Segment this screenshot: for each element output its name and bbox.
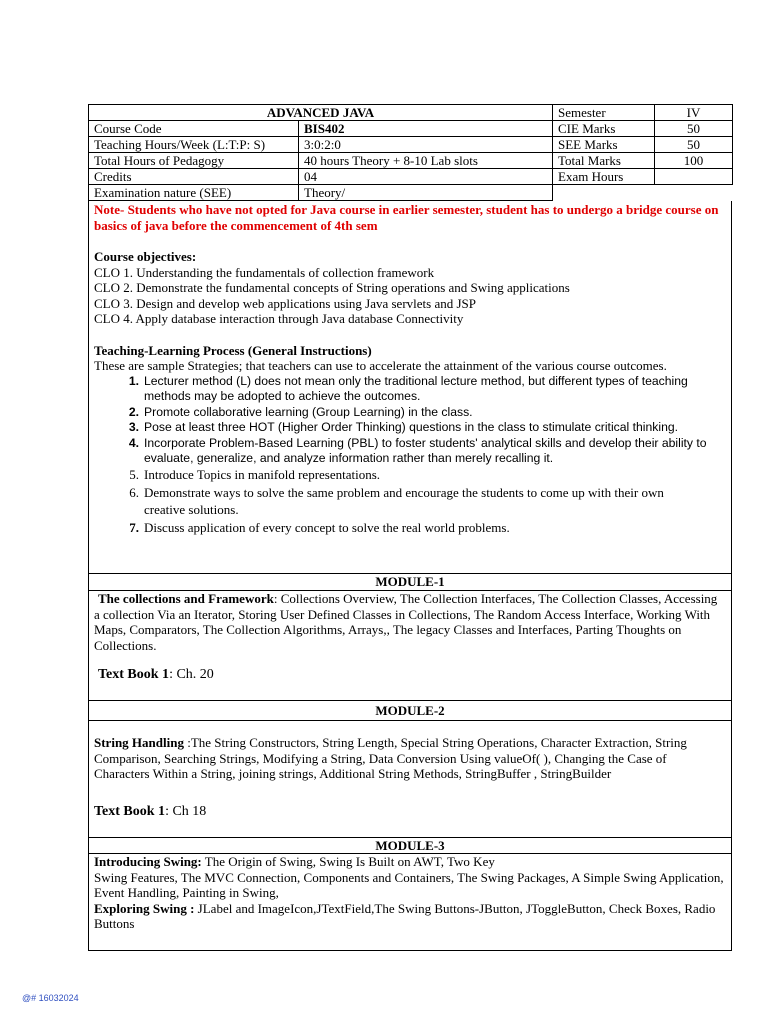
semester-value: IV [655, 105, 733, 121]
exam-hours-label: Exam Hours [553, 169, 655, 185]
module-2-textbook [89, 804, 731, 820]
exam-nature-label: Examination nature (SEE) [89, 185, 299, 201]
textbook-label: Text Book 1 [98, 667, 170, 682]
objectives-heading: Course objectives: [94, 249, 197, 264]
module-3-content [89, 854, 731, 932]
blank-cell [553, 185, 733, 201]
total-marks-label: Total Marks [553, 153, 655, 169]
cie-marks-value: 50 [655, 121, 733, 137]
bridge-course-note: Note- Students who have not opted for Java course in earlier semester, student has to undergo a bridge course on basics of java before the commencement of 4th sem [94, 202, 719, 233]
module-1-body: : Collections Overview, The Collection Interfaces, The Collection Classes, Accessing a collection Via an Iterator, Storing User Defined Classes in Collections, The Random Access Interface, Working With Maps, Comparators, The Collection Algorithms, Arrays,, The legacy Classes and Interfaces, Parting Thoughts on Collections. [94, 591, 718, 653]
teaching-hours-label: Teaching Hours/Week (L:T:P: S) [89, 137, 299, 153]
module-3-body2: JLabel and ImageIcon,JTextField,The Swing Buttons-JButton, JToggleButton, Check Boxes, Radio Buttons [94, 900, 716, 931]
module-3-lead-exploring: Exploring Swing : [94, 900, 195, 916]
module-3-section [88, 838, 732, 951]
teaching-step: 5. Introduce Topics in manifold representations. [129, 466, 381, 482]
teaching-learning-process [89, 343, 731, 536]
course-details-section [88, 201, 732, 574]
pedagogy-hours-value: 40 hours Theory + 8-10 Lab slots [299, 153, 553, 169]
module-3-body1: Swing Features, The MVC Connection, Components and Containers, The Swing Packages, A Simple Swing Application, Event Handling, Painting in Swing, [94, 869, 724, 900]
teaching-step: 4. Incorporate Problem-Based Learning (PBL) to foster students' analytical skills and develop their ability to evaluate, generalize, and analyze information rather than merely recalling it. [128, 435, 707, 465]
course-objectives [89, 249, 731, 327]
module-3-line1: The Origin of Swing, Swing Is Built on AWT, Two Key [201, 854, 495, 869]
module-1-content [89, 591, 731, 653]
course-info-table [88, 104, 733, 201]
module-2-content [89, 735, 731, 782]
teaching-intro: These are sample Strategies; that teachers can use to accelerate the attainment of the various course outcomes. [94, 358, 667, 373]
total-marks-value: 100 [655, 153, 733, 169]
teaching-step: 2. Promote collaborative learning (Group Learning) in the class. [128, 404, 473, 419]
teaching-hours-value: 3:0:2:0 [299, 137, 553, 153]
module-2-lead: String Handling [94, 735, 184, 750]
module-2-section [88, 701, 732, 838]
teaching-steps-list [94, 374, 725, 536]
credits-label: Credits [89, 169, 299, 185]
cie-marks-label: CIE Marks [553, 121, 655, 137]
objective-item: CLO 1. Understanding the fundamentals of collection framework [94, 264, 435, 280]
semester-label: Semester [553, 105, 655, 121]
teaching-step: 1. Lecturer method (L) does not mean only the traditional lecture method, but different types of teaching methods may be adopted to achieve the outcomes. [128, 373, 688, 403]
course-title: ADVANCED JAVA [89, 105, 553, 121]
module-1-section [88, 574, 732, 701]
module-3-heading: MODULE-3 [89, 838, 731, 854]
see-marks-label: SEE Marks [553, 137, 655, 153]
module-3-lead-intro: Introducing Swing: [94, 854, 202, 869]
exam-nature-value: Theory/ [299, 185, 553, 201]
teaching-heading: Teaching-Learning Process (General Instructions) [94, 342, 372, 358]
textbook-label: Text Book 1 [94, 803, 166, 819]
syllabus-document [88, 104, 732, 951]
see-marks-value: 50 [655, 137, 733, 153]
teaching-step: 7. Discuss application of every concept to solve the real world problems. [129, 520, 510, 535]
objective-item: CLO 3. Design and develop web applications using Java servlets and JSP [94, 295, 476, 311]
module-2-heading: MODULE-2 [89, 701, 731, 721]
module-2-body: :The String Constructors, String Length, Special String Operations, Character Extraction, String Comparison, Searching Strings, Modifying a String, Data Conversion Using valueOf( ), Changing the Case of Characters Within a String, joining strings, Additional String Methods, StringBuffer , StringBuilder [94, 735, 687, 781]
textbook-ref: : Ch 18 [165, 803, 207, 819]
exam-hours-value [655, 169, 733, 185]
module-1-lead: The collections and Framework [98, 591, 274, 606]
pedagogy-hours-label: Total Hours of Pedagogy [89, 153, 299, 169]
credits-value: 04 [299, 169, 553, 185]
module-1-textbook [89, 667, 731, 683]
footer-stamp: @# 16032024 [22, 993, 79, 1003]
course-code-value: BIS402 [299, 121, 553, 137]
teaching-step: 6. Demonstrate ways to solve the same problem and encourage the students to come up with their own creative solutions. [129, 485, 664, 517]
objective-item: CLO 2. Demonstrate the fundamental concepts of String operations and Swing applications [94, 280, 570, 295]
objective-item: CLO 4. Apply database interaction through Java database Connectivity [94, 311, 464, 326]
teaching-step: 3. Pose at least three HOT (Higher Order Thinking) questions in the class to stimulate critical thinking. [128, 420, 679, 434]
module-1-heading: MODULE-1 [89, 574, 731, 591]
textbook-ref: : Ch. 20 [169, 667, 214, 682]
course-code-label: Course Code [89, 121, 299, 137]
